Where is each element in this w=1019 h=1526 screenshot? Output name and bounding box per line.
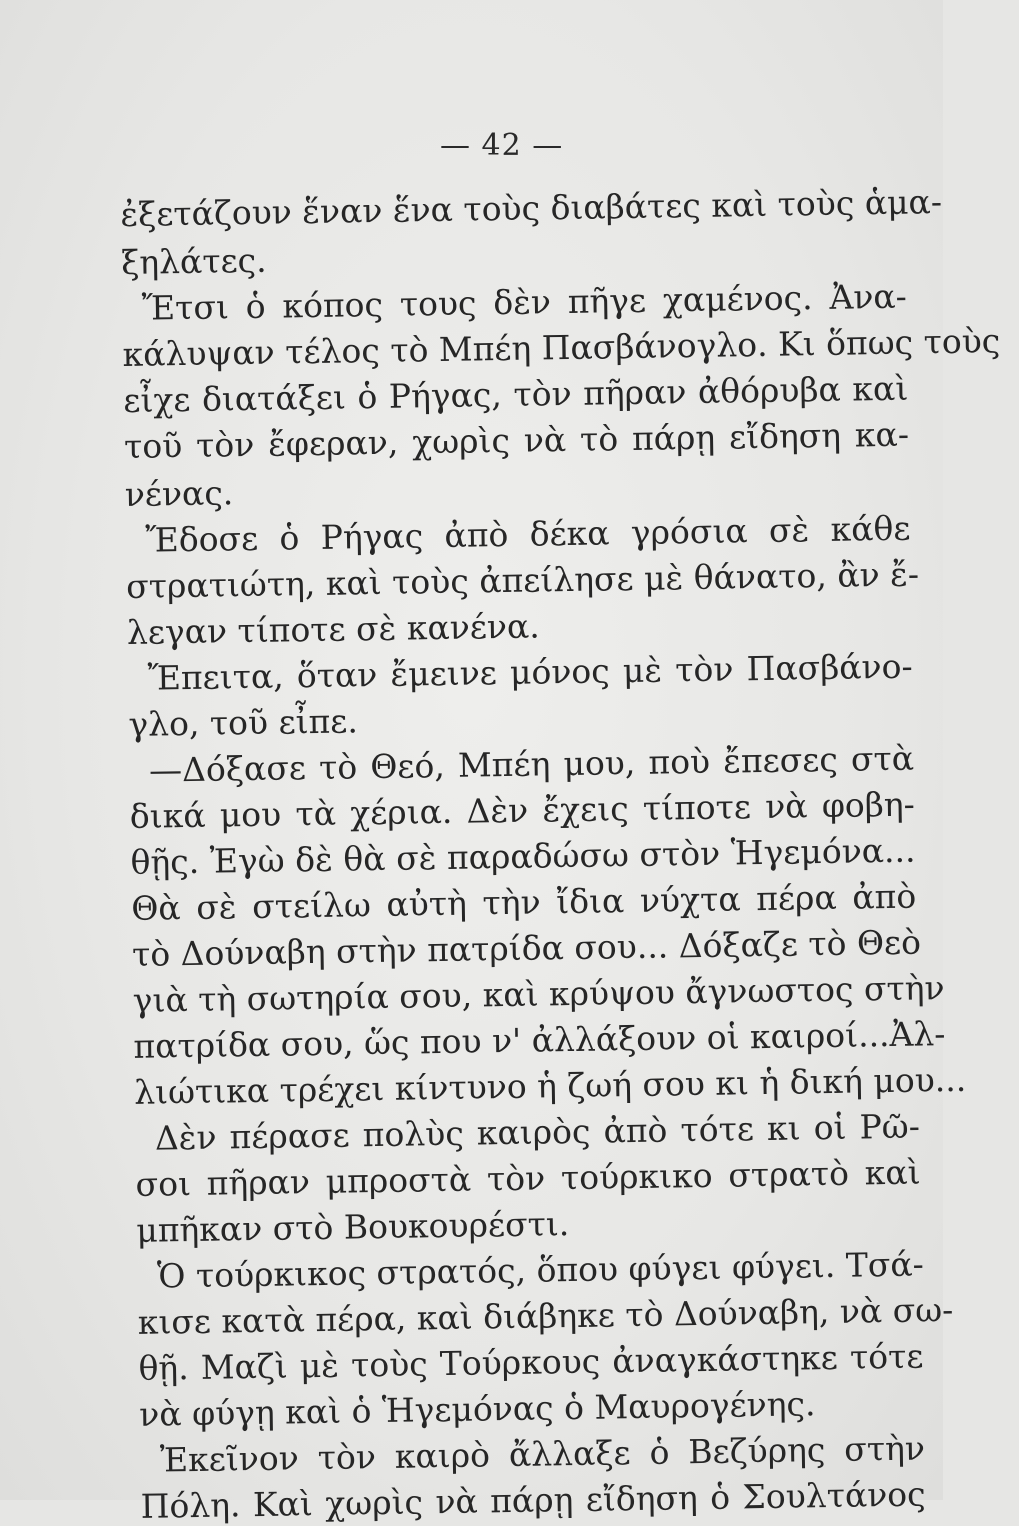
text-line: λεγαν τίποτε σὲ κανένα. xyxy=(126,606,541,652)
text-line: τοῦ τὸν ἔφεραν, χωρὶς νὰ τὸ πάρῃ εἴδηση κα- xyxy=(123,414,910,466)
text-line: Ὁ τούρκικος στρατός, ὅπου φύγει φύγει. Τσά- xyxy=(156,1244,925,1296)
text-line: σοι πῆραν μπροστὰ τὸν τούρκικο στρατὸ καὶ xyxy=(135,1152,921,1204)
text-line: κάλυψαν τέλος τὸ Μπέη Πασβάνογλο. Κι ὅπως τοὺς xyxy=(122,321,1001,374)
text-line: θῇς. Ἐγὼ δὲ θὰ σὲ παραδώσω στὸν Ἡγεμόνα... xyxy=(130,830,916,882)
page-number: — 42 — xyxy=(440,128,564,163)
text-line: εἶχε διατάξει ὁ Ρήγας, τὸν πῆραν ἀθόρυβα καὶ xyxy=(123,368,909,420)
text-line: Ἔτσι ὁ κόπος τους δὲν πῆγε χαμένος. Ἀνα- xyxy=(141,276,908,328)
text-line: ξηλάτες. xyxy=(120,240,267,282)
text-line: Δὲν πέρασε πολὺς καιρὸς ἀπὸ τότε κι οἱ Ρῶ- xyxy=(154,1106,921,1158)
text-line: Ἔπειτα, ὅταν ἔμεινε μόνος μὲ τὸν Πασβάνο- xyxy=(147,646,913,698)
text-line: θῇ. Μαζὶ μὲ τοὺς Τούρκους ἀναγκάστηκε τότε xyxy=(138,1336,924,1388)
text-line: λιώτικα τρέχει κίντυνο ἡ ζωή σου κι ἡ δική μου... xyxy=(133,1059,967,1112)
text-line: τὸ Δούναβη στὴν πατρίδα σου... Δόξαζε τὸ Θεὸ xyxy=(131,922,922,974)
text-line: κισε κατὰ πέρα, καὶ διάβηκε τὸ Δούναβη, νὰ σω- xyxy=(137,1290,954,1342)
body-text xyxy=(120,177,1001,1526)
text-line: Ἐκεῖνον τὸν καιρὸ ἄλλαξε ὁ Βεζύρης στὴν xyxy=(159,1428,926,1480)
text-line: νένας. xyxy=(124,473,234,514)
text-line: πατρίδα σου, ὥς που ν' ἀλλάξουν οἱ καιροί...Ἀλ- xyxy=(133,1014,946,1066)
text-line: δικά μου τὰ χέρια. Δὲν ἔχεις τίποτε νὰ φοβη- xyxy=(129,784,916,836)
text-line: στρατιώτη, καὶ τοὺς ἀπείλησε μὲ θάνατο, ἂν ἔ- xyxy=(125,554,920,606)
text-line: Πόλη. Καὶ χωρὶς νὰ πάρῃ εἴδηση ὁ Σουλτάνος xyxy=(140,1474,926,1526)
text-line: Θὰ σὲ στείλω αὐτὴ τὴν ἴδια νύχτα πέρα ἀπὸ xyxy=(130,876,917,928)
text-line: ἐξετάζουν ἕναν ἕνα τοὺς διαβάτες καὶ τοὺς ἁμα- xyxy=(120,182,943,234)
text-line: μπῆκαν στὸ Βουκουρέστι. xyxy=(136,1204,570,1250)
text-line: γιὰ τὴ σωτηρία σου, καὶ κρύψου ἄγνωστος στὴν xyxy=(132,968,945,1020)
text-line: νὰ φύγῃ καὶ ὁ Ἡγεμόνας ὁ Μαυρογένης. xyxy=(138,1384,816,1434)
text-line: γλο, τοῦ εἶπε. xyxy=(128,701,359,744)
text-line: Ἔδοσε ὁ Ρήγας ἀπὸ δέκα γρόσια σὲ κάθε xyxy=(145,508,911,560)
text-line: —Δόξασε τὸ Θεό, Μπέη μου, ποὺ ἔπεσες στὰ xyxy=(148,738,915,790)
